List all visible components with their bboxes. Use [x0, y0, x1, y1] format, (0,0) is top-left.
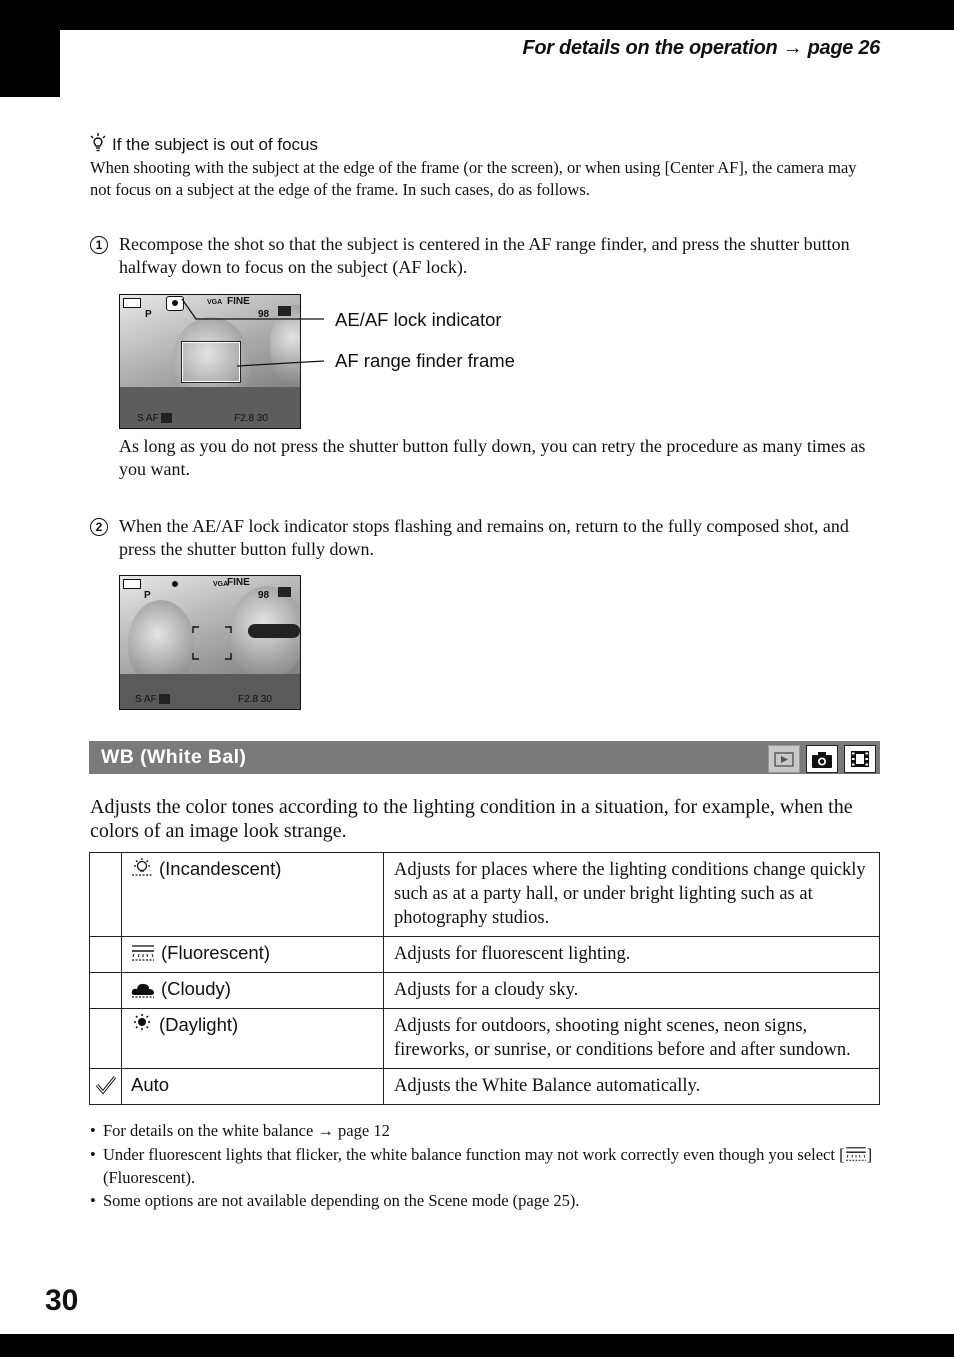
metering-icon: [159, 694, 170, 704]
fluorescent-icon: [131, 944, 155, 967]
section-title: WB (White Bal): [101, 746, 247, 768]
table-row: [90, 1009, 880, 1069]
af-mode: S AF: [135, 694, 157, 705]
hint-icon: [90, 133, 106, 158]
option-description: Adjusts for outdoors, shooting night scenes, neon signs, fireworks, or sunrise, or conditions before and after sundown.: [384, 1009, 880, 1069]
camera-screen-composed: [119, 575, 301, 710]
option-description: Adjusts for places where the lighting conditions change quickly such as at a party hall, or under bright lighting such as at photography studios.: [384, 853, 880, 937]
step-1-text: Recompose the shot so that the subject is centered in the AF range finder, and press the shutter button halfway down to focus on the subject (AF lock).: [119, 234, 850, 277]
mode-label: P: [145, 309, 152, 320]
cloudy-icon: [131, 980, 155, 1003]
check-cell: [90, 1069, 122, 1105]
bottom-bar: [0, 1334, 954, 1357]
ae-af-lock-indicator: [172, 581, 178, 587]
callout-ae-af-lock: AE/AF lock indicator: [335, 309, 502, 330]
image-size: VGA: [213, 581, 229, 588]
tip-heading: [90, 133, 318, 158]
step-2-number: 2: [90, 518, 108, 536]
quality-label: FINE: [227, 296, 250, 307]
option-name-cell: [122, 853, 384, 937]
operation-reference: For details on the operation → page 26: [522, 37, 880, 59]
shots-remaining: 98: [258, 590, 270, 601]
incandescent-icon: [131, 858, 153, 883]
top-bar: [0, 0, 954, 30]
note-white-balance-ref: • For details on the white balance → page 12: [90, 1121, 390, 1140]
section-intro: Adjusts the color tones according to the lighting condition in a situation, for example, when the colors of an image look strange.: [90, 796, 853, 842]
note-scene-mode: • Some options are not available depending on the Scene mode (page 25).: [90, 1191, 580, 1210]
option-name-cell: [122, 1009, 384, 1069]
callout-lines: [180, 295, 330, 370]
table-row: [90, 853, 880, 937]
option-name-cell: [122, 937, 384, 973]
af-frame-corners: [192, 626, 232, 660]
aperture-shutter: F2.8 30: [234, 413, 268, 424]
option-name-cell: [122, 973, 384, 1009]
aperture-shutter: F2.8 30: [238, 694, 272, 705]
table-row: [90, 1069, 880, 1105]
default-check-icon: [95, 1075, 117, 1095]
af-mode: S AF: [137, 413, 159, 424]
option-name: (Fluorescent): [161, 942, 270, 963]
still-camera-mode-icon: [806, 745, 838, 773]
step-1-number: 1: [90, 236, 108, 254]
fluorescent-icon: [845, 1146, 867, 1167]
check-cell: [90, 1009, 122, 1069]
option-description: Adjusts for fluorescent lighting.: [384, 937, 880, 973]
memory-icon: [278, 587, 291, 597]
tip-title: If the subject is out of focus: [112, 135, 319, 154]
callout-af-range-finder: AF range finder frame: [335, 350, 515, 371]
corner-tab: [0, 0, 60, 97]
option-name: (Cloudy): [161, 978, 231, 999]
note-flicker: • Under fluorescent lights that flicker, the white balance function may not work correctly even though you select [ ] (Fluorescent).: [90, 1145, 873, 1187]
daylight-icon: [131, 1014, 153, 1039]
check-cell: [90, 973, 122, 1009]
battery-icon: [123, 579, 141, 589]
white-balance-table: [89, 852, 880, 1105]
battery-icon: [123, 298, 141, 308]
table-row: [90, 973, 880, 1009]
step-1-note: As long as you do not press the shutter button fully down, you can retry the procedure as many times as you want.: [119, 436, 866, 479]
metering-icon: [161, 413, 172, 423]
movie-mode-icon: [844, 745, 876, 773]
step-2-text: When the AE/AF lock indicator stops flashing and remains on, return to the fully composed shot, and press the shutter button fully down.: [119, 516, 849, 559]
page-number: 30: [45, 1284, 79, 1317]
option-name: Auto: [122, 1069, 384, 1105]
playback-mode-icon: [768, 745, 800, 773]
table-row: [90, 937, 880, 973]
tip-text: When shooting with the subject at the edge of the frame (or the screen), or when using [Center AF], the camera may not focus on a subject at the edge of the frame. In such cases, do as follows.: [90, 158, 857, 199]
mode-label: P: [144, 590, 151, 601]
option-description: Adjusts the White Balance automatically.: [384, 1069, 880, 1105]
image-size: VGA: [207, 299, 223, 306]
check-cell: [90, 853, 122, 937]
check-cell: [90, 937, 122, 973]
option-name: (Daylight): [159, 1014, 239, 1035]
shots-remaining: 98: [258, 309, 270, 320]
option-name: (Incandescent): [159, 858, 282, 879]
sunglasses: [248, 624, 300, 638]
quality-label: FINE: [227, 577, 250, 588]
option-description: Adjusts for a cloudy sky.: [384, 973, 880, 1009]
